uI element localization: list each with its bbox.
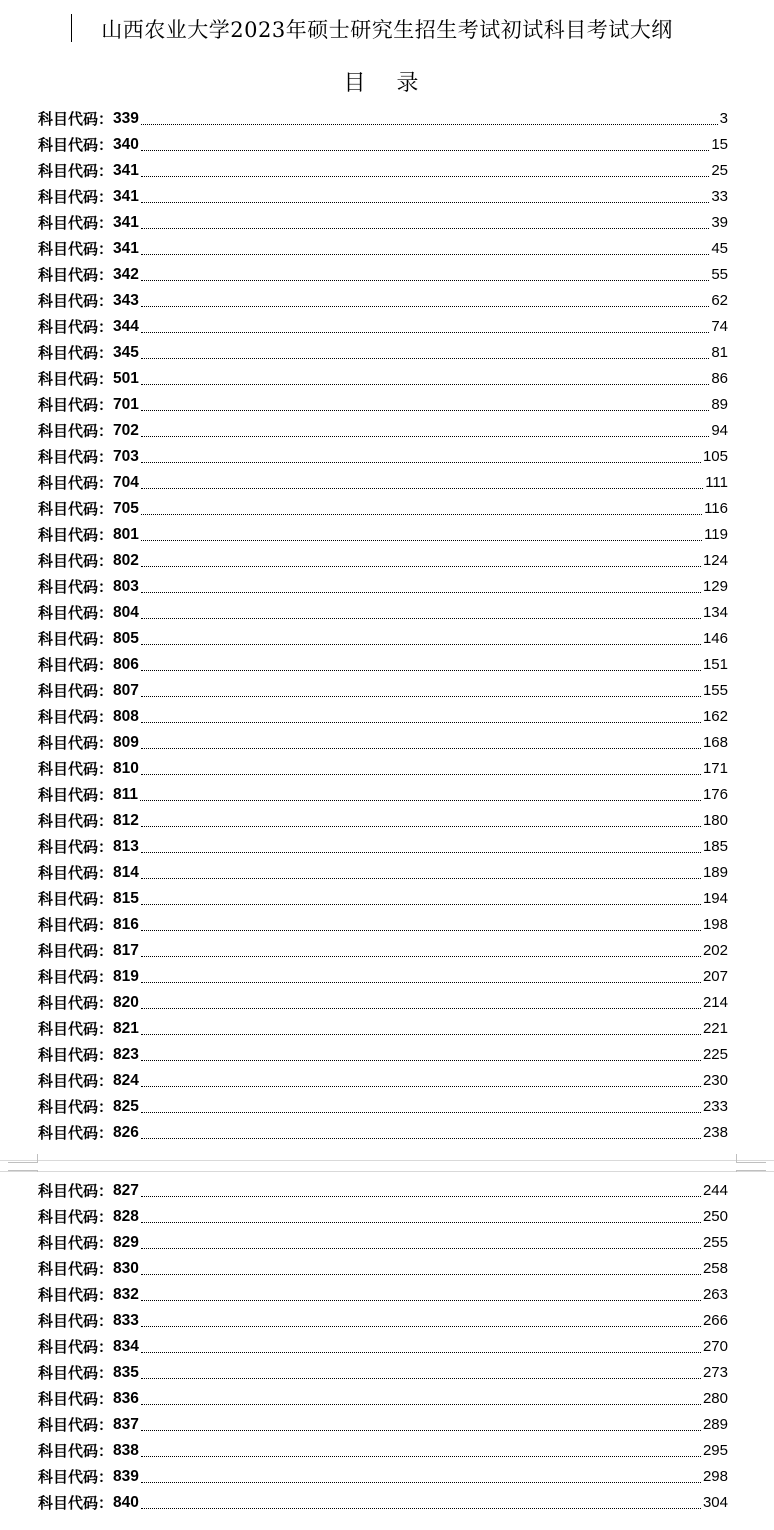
- toc-entry-page-number: 162: [702, 708, 728, 725]
- toc-dot-leader: [141, 1300, 701, 1301]
- toc-dot-leader: [141, 358, 709, 359]
- toc-entry-page-number: 45: [711, 240, 728, 257]
- toc-dot-leader: [141, 514, 702, 515]
- toc-entry-label: 科目代码：: [38, 734, 114, 752]
- toc-entry-code: 804: [113, 604, 139, 621]
- toc-entry-code: 801: [113, 526, 139, 543]
- toc-entry-page-number: 273: [702, 1364, 728, 1381]
- toc-entry-code: 341: [113, 162, 139, 179]
- toc-dot-leader: [141, 1112, 701, 1113]
- toc-entry-code: 705: [113, 500, 139, 517]
- toc-entry-label: 科目代码：: [38, 344, 114, 362]
- toc-entry-label: 科目代码：: [38, 838, 114, 856]
- toc-dot-leader: [141, 618, 701, 619]
- page-break: [0, 1160, 774, 1172]
- document-page-2: [0, 1172, 774, 1530]
- toc-entry[interactable]: [38, 1308, 728, 1334]
- toc-entry-page-number: 180: [702, 812, 728, 829]
- toc-dot-leader: [141, 1430, 701, 1431]
- toc-entry-page-number: 151: [702, 656, 728, 673]
- toc-entry-page-number: 134: [702, 604, 728, 621]
- toc-entry-page-number: 146: [702, 630, 728, 647]
- toc-entry-page-number: 194: [702, 890, 728, 907]
- toc-dot-leader: [141, 1196, 701, 1197]
- toc-entry-label: 科目代码：: [38, 370, 114, 388]
- toc-dot-leader: [141, 1508, 701, 1509]
- toc-dot-leader: [141, 150, 709, 151]
- toc-entry-page-number: 94: [711, 422, 728, 439]
- toc-heading: 目 录: [343, 71, 431, 96]
- toc-dot-leader: [141, 1326, 701, 1327]
- toc-list-page-1: [38, 106, 728, 1146]
- toc-entry-label: 科目代码：: [38, 1338, 114, 1356]
- toc-dot-leader: [141, 124, 718, 125]
- toc-entry-label: 科目代码：: [38, 994, 114, 1012]
- toc-dot-leader: [141, 878, 701, 879]
- toc-entry[interactable]: [38, 912, 728, 938]
- toc-entry-page-number: 244: [702, 1182, 728, 1199]
- toc-entry-label: 科目代码：: [38, 266, 114, 284]
- page-corner-marker: [8, 1154, 38, 1163]
- toc-entry-page-number: 171: [702, 760, 728, 777]
- toc-dot-leader: [141, 462, 701, 463]
- toc-dot-leader: [141, 1404, 701, 1405]
- toc-entry-code: 827: [113, 1182, 139, 1199]
- toc-entry-page-number: 202: [702, 942, 728, 959]
- toc-entry-label: 科目代码：: [38, 1468, 114, 1486]
- toc-dot-leader: [141, 592, 701, 593]
- toc-entry[interactable]: [38, 288, 728, 314]
- toc-entry-code: 805: [113, 630, 139, 647]
- toc-entry-code: 824: [113, 1072, 139, 1089]
- toc-entry[interactable]: [38, 548, 728, 574]
- toc-entry-label: 科目代码：: [38, 318, 114, 336]
- toc-entry[interactable]: [38, 574, 728, 600]
- toc-entry-page-number: 214: [702, 994, 728, 1011]
- toc-entry[interactable]: [38, 184, 728, 210]
- toc-dot-leader: [141, 1008, 701, 1009]
- toc-entry-page-number: 81: [711, 344, 728, 361]
- toc-entry-code: 344: [113, 318, 139, 335]
- toc-entry-code: 339: [113, 110, 139, 127]
- toc-entry-code: 806: [113, 656, 139, 673]
- toc-entry[interactable]: [38, 1334, 728, 1360]
- toc-dot-leader: [141, 254, 709, 255]
- toc-dot-leader: [141, 280, 709, 281]
- toc-entry-page-number: 304: [702, 1494, 728, 1511]
- toc-entry[interactable]: [38, 1120, 728, 1146]
- toc-entry[interactable]: [38, 418, 728, 444]
- toc-entry[interactable]: [38, 1094, 728, 1120]
- toc-entry-label: 科目代码：: [38, 656, 114, 674]
- toc-dot-leader: [141, 1274, 701, 1275]
- toc-entry-code: 812: [113, 812, 139, 829]
- toc-entry-code: 703: [113, 448, 139, 465]
- toc-entry-label: 科目代码：: [38, 1020, 114, 1038]
- toc-entry-code: 501: [113, 370, 139, 387]
- toc-entry[interactable]: [38, 366, 728, 392]
- toc-entry-page-number: 124: [702, 552, 728, 569]
- toc-entry[interactable]: [38, 834, 728, 860]
- toc-entry-code: 833: [113, 1312, 139, 1329]
- toc-dot-leader: [141, 540, 702, 541]
- toc-dot-leader: [141, 410, 709, 411]
- toc-entry-page-number: 298: [702, 1468, 728, 1485]
- toc-entry-page-number: 266: [702, 1312, 728, 1329]
- toc-entry-page-number: 263: [702, 1286, 728, 1303]
- toc-entry-label: 科目代码：: [38, 916, 114, 934]
- toc-entry-page-number: 86: [711, 370, 728, 387]
- toc-entry-code: 803: [113, 578, 139, 595]
- toc-dot-leader: [141, 1456, 701, 1457]
- toc-dot-leader: [141, 644, 701, 645]
- toc-entry[interactable]: [38, 1042, 728, 1068]
- toc-entry-code: 816: [113, 916, 139, 933]
- toc-entry[interactable]: [38, 314, 728, 340]
- toc-entry-code: 807: [113, 682, 139, 699]
- toc-entry-code: 817: [113, 942, 139, 959]
- toc-entry[interactable]: [38, 1360, 728, 1386]
- toc-entry-label: 科目代码：: [38, 1098, 114, 1116]
- toc-entry-label: 科目代码：: [38, 1364, 114, 1382]
- toc-entry-label: 科目代码：: [38, 500, 114, 518]
- toc-entry-label: 科目代码：: [38, 1442, 114, 1460]
- toc-dot-leader: [141, 332, 709, 333]
- toc-entry-label: 科目代码：: [38, 578, 114, 596]
- toc-entry-code: 825: [113, 1098, 139, 1115]
- toc-entry-label: 科目代码：: [38, 1124, 114, 1142]
- toc-entry[interactable]: [38, 1068, 728, 1094]
- toc-entry-label: 科目代码：: [38, 1494, 114, 1512]
- toc-dot-leader: [141, 956, 701, 957]
- toc-entry-page-number: 119: [704, 526, 728, 543]
- toc-dot-leader: [141, 982, 701, 983]
- toc-entry-label: 科目代码：: [38, 682, 114, 700]
- toc-dot-leader: [141, 1060, 701, 1061]
- toc-entry-label: 科目代码：: [38, 1260, 114, 1278]
- toc-entry-label: 科目代码：: [38, 604, 114, 622]
- toc-entry[interactable]: [38, 1230, 728, 1256]
- toc-entry[interactable]: [38, 210, 728, 236]
- toc-entry-code: 840: [113, 1494, 139, 1511]
- toc-entry[interactable]: [38, 1204, 728, 1230]
- toc-entry-page-number: 168: [702, 734, 728, 751]
- toc-entry-page-number: 89: [711, 396, 728, 413]
- toc-entry-code: 814: [113, 864, 139, 881]
- toc-dot-leader: [141, 228, 709, 229]
- toc-list-page-2: [38, 1178, 728, 1516]
- toc-entry-code: 834: [113, 1338, 139, 1355]
- document-title: 山西农业大学2023年硕士研究生招生考试初试科目考试大纲: [101, 18, 673, 42]
- toc-entry[interactable]: [38, 470, 728, 496]
- toc-entry[interactable]: [38, 964, 728, 990]
- toc-entry[interactable]: [38, 496, 728, 522]
- toc-entry[interactable]: [38, 236, 728, 262]
- toc-dot-leader: [141, 176, 709, 177]
- toc-entry-label: 科目代码：: [38, 474, 114, 492]
- toc-entry-page-number: 25: [711, 162, 728, 179]
- toc-entry[interactable]: [38, 756, 728, 782]
- toc-entry-code: 813: [113, 838, 139, 855]
- toc-entry[interactable]: [38, 106, 728, 132]
- toc-entry[interactable]: [38, 782, 728, 808]
- toc-entry-code: 345: [113, 344, 139, 361]
- toc-entry[interactable]: [38, 938, 728, 964]
- toc-entry-code: 838: [113, 1442, 139, 1459]
- toc-dot-leader: [141, 1378, 701, 1379]
- toc-entry[interactable]: [38, 886, 728, 912]
- toc-entry-page-number: 230: [702, 1072, 728, 1089]
- toc-entry[interactable]: [38, 132, 728, 158]
- toc-entry-page-number: 111: [705, 474, 728, 491]
- toc-dot-leader: [141, 1086, 701, 1087]
- toc-entry-code: 835: [113, 1364, 139, 1381]
- toc-entry-page-number: 55: [711, 266, 728, 283]
- toc-dot-leader: [141, 202, 709, 203]
- toc-entry-label: 科目代码：: [38, 864, 114, 882]
- toc-entry-page-number: 105: [702, 448, 728, 465]
- toc-entry[interactable]: [38, 340, 728, 366]
- toc-entry-page-number: 33: [711, 188, 728, 205]
- toc-entry[interactable]: [38, 1282, 728, 1308]
- toc-entry[interactable]: [38, 730, 728, 756]
- toc-entry-code: 832: [113, 1286, 139, 1303]
- toc-entry[interactable]: [38, 392, 728, 418]
- toc-entry-page-number: 225: [702, 1046, 728, 1063]
- toc-entry-code: 820: [113, 994, 139, 1011]
- toc-entry[interactable]: [38, 626, 728, 652]
- toc-entry-code: 828: [113, 1208, 139, 1225]
- toc-entry-label: 科目代码：: [38, 812, 114, 830]
- toc-entry-label: 科目代码：: [38, 1234, 114, 1252]
- toc-entry-page-number: 198: [702, 916, 728, 933]
- toc-dot-leader: [141, 306, 709, 307]
- toc-entry-page-number: 185: [702, 838, 728, 855]
- toc-entry[interactable]: [38, 1256, 728, 1282]
- toc-entry-label: 科目代码：: [38, 448, 114, 466]
- toc-entry-label: 科目代码：: [38, 786, 114, 804]
- toc-entry[interactable]: [38, 522, 728, 548]
- toc-entry-code: 810: [113, 760, 139, 777]
- toc-dot-leader: [141, 566, 701, 567]
- toc-entry[interactable]: [38, 1016, 728, 1042]
- text-cursor: [71, 14, 72, 42]
- toc-dot-leader: [141, 826, 701, 827]
- toc-entry[interactable]: [38, 652, 728, 678]
- toc-entry-page-number: 129: [702, 578, 728, 595]
- toc-entry-code: 815: [113, 890, 139, 907]
- toc-entry-label: 科目代码：: [38, 1286, 114, 1304]
- toc-entry-label: 科目代码：: [38, 630, 114, 648]
- toc-dot-leader: [141, 1138, 701, 1139]
- toc-entry[interactable]: [38, 1438, 728, 1464]
- toc-entry-code: 830: [113, 1260, 139, 1277]
- toc-entry-code: 704: [113, 474, 139, 491]
- toc-entry-label: 科目代码：: [38, 890, 114, 908]
- toc-entry-code: 826: [113, 1124, 139, 1141]
- toc-dot-leader: [141, 930, 701, 931]
- toc-entry-code: 341: [113, 188, 139, 205]
- toc-entry-page-number: 280: [702, 1390, 728, 1407]
- toc-entry-code: 342: [113, 266, 139, 283]
- toc-entry-code: 340: [113, 136, 139, 153]
- toc-entry-page-number: 62: [711, 292, 728, 309]
- toc-entry-label: 科目代码：: [38, 396, 114, 414]
- toc-entry-code: 839: [113, 1468, 139, 1485]
- toc-entry-page-number: 221: [702, 1020, 728, 1037]
- toc-entry-code: 821: [113, 1020, 139, 1037]
- toc-entry-code: 819: [113, 968, 139, 985]
- toc-entry-label: 科目代码：: [38, 136, 114, 154]
- toc-entry-page-number: 15: [711, 136, 728, 153]
- toc-dot-leader: [141, 748, 701, 749]
- toc-entry[interactable]: [38, 1490, 728, 1516]
- toc-entry-label: 科目代码：: [38, 968, 114, 986]
- toc-dot-leader: [141, 436, 709, 437]
- toc-entry[interactable]: [38, 704, 728, 730]
- toc-dot-leader: [141, 384, 709, 385]
- toc-entry-page-number: 258: [702, 1260, 728, 1277]
- toc-entry[interactable]: [38, 1412, 728, 1438]
- toc-entry-label: 科目代码：: [38, 760, 114, 778]
- toc-entry-code: 343: [113, 292, 139, 309]
- toc-entry-label: 科目代码：: [38, 552, 114, 570]
- toc-entry-page-number: 155: [702, 682, 728, 699]
- toc-entry-page-number: 289: [702, 1416, 728, 1433]
- toc-entry[interactable]: [38, 262, 728, 288]
- toc-dot-leader: [141, 670, 701, 671]
- toc-entry-label: 科目代码：: [38, 1312, 114, 1330]
- toc-entry-code: 341: [113, 214, 139, 231]
- toc-entry-label: 科目代码：: [38, 526, 114, 544]
- toc-entry-page-number: 233: [702, 1098, 728, 1115]
- toc-dot-leader: [141, 1034, 701, 1035]
- toc-dot-leader: [141, 774, 701, 775]
- toc-entry-page-number: 176: [702, 786, 728, 803]
- toc-dot-leader: [141, 1352, 701, 1353]
- toc-entry-label: 科目代码：: [38, 1046, 114, 1064]
- toc-entry-page-number: 39: [711, 214, 728, 231]
- toc-entry-label: 科目代码：: [38, 1208, 114, 1226]
- toc-entry[interactable]: [38, 678, 728, 704]
- toc-entry-label: 科目代码：: [38, 1072, 114, 1090]
- toc-dot-leader: [141, 696, 701, 697]
- toc-entry-label: 科目代码：: [38, 292, 114, 310]
- toc-entry[interactable]: [38, 444, 728, 470]
- toc-entry-page-number: 250: [702, 1208, 728, 1225]
- toc-dot-leader: [141, 1248, 701, 1249]
- toc-entry-page-number: 3: [719, 110, 728, 127]
- toc-entry[interactable]: [38, 808, 728, 834]
- toc-entry-code: 811: [113, 786, 139, 803]
- toc-entry-page-number: 116: [704, 500, 728, 517]
- toc-entry-label: 科目代码：: [38, 214, 114, 232]
- toc-entry-code: 702: [113, 422, 139, 439]
- toc-entry-label: 科目代码：: [38, 1182, 114, 1200]
- toc-entry-label: 科目代码：: [38, 1416, 114, 1434]
- toc-entry-code: 808: [113, 708, 139, 725]
- toc-dot-leader: [140, 800, 701, 801]
- toc-entry-page-number: 255: [702, 1234, 728, 1251]
- toc-entry[interactable]: [38, 600, 728, 626]
- toc-dot-leader: [141, 722, 701, 723]
- toc-entry-code: 837: [113, 1416, 139, 1433]
- toc-entry[interactable]: [38, 990, 728, 1016]
- toc-entry-page-number: 238: [702, 1124, 728, 1141]
- toc-dot-leader: [141, 852, 701, 853]
- toc-entry[interactable]: [38, 158, 728, 184]
- toc-entry-label: 科目代码：: [38, 240, 114, 258]
- toc-dot-leader: [141, 1482, 701, 1483]
- toc-entry-code: 809: [113, 734, 139, 751]
- toc-entry[interactable]: [38, 1464, 728, 1490]
- toc-entry-label: 科目代码：: [38, 110, 114, 128]
- toc-entry-code: 701: [113, 396, 139, 413]
- toc-entry-label: 科目代码：: [38, 188, 114, 206]
- toc-entry-code: 836: [113, 1390, 139, 1407]
- toc-dot-leader: [141, 904, 701, 905]
- toc-entry[interactable]: [38, 1178, 728, 1204]
- toc-dot-leader: [141, 1222, 701, 1223]
- toc-entry-page-number: 74: [711, 318, 728, 335]
- toc-entry-page-number: 207: [702, 968, 728, 985]
- toc-dot-leader: [141, 488, 703, 489]
- toc-entry-label: 科目代码：: [38, 942, 114, 960]
- toc-entry-code: 802: [113, 552, 139, 569]
- toc-entry-code: 829: [113, 1234, 139, 1251]
- toc-entry-code: 823: [113, 1046, 139, 1063]
- toc-entry-page-number: 270: [702, 1338, 728, 1355]
- page-corner-marker: [736, 1154, 766, 1163]
- toc-entry[interactable]: [38, 860, 728, 886]
- toc-entry-label: 科目代码：: [38, 422, 114, 440]
- toc-entry-label: 科目代码：: [38, 1390, 114, 1408]
- toc-entry-code: 341: [113, 240, 139, 257]
- toc-entry[interactable]: [38, 1386, 728, 1412]
- toc-entry-page-number: 189: [702, 864, 728, 881]
- toc-entry-label: 科目代码：: [38, 162, 114, 180]
- toc-entry-page-number: 295: [702, 1442, 728, 1459]
- toc-entry-label: 科目代码：: [38, 708, 114, 726]
